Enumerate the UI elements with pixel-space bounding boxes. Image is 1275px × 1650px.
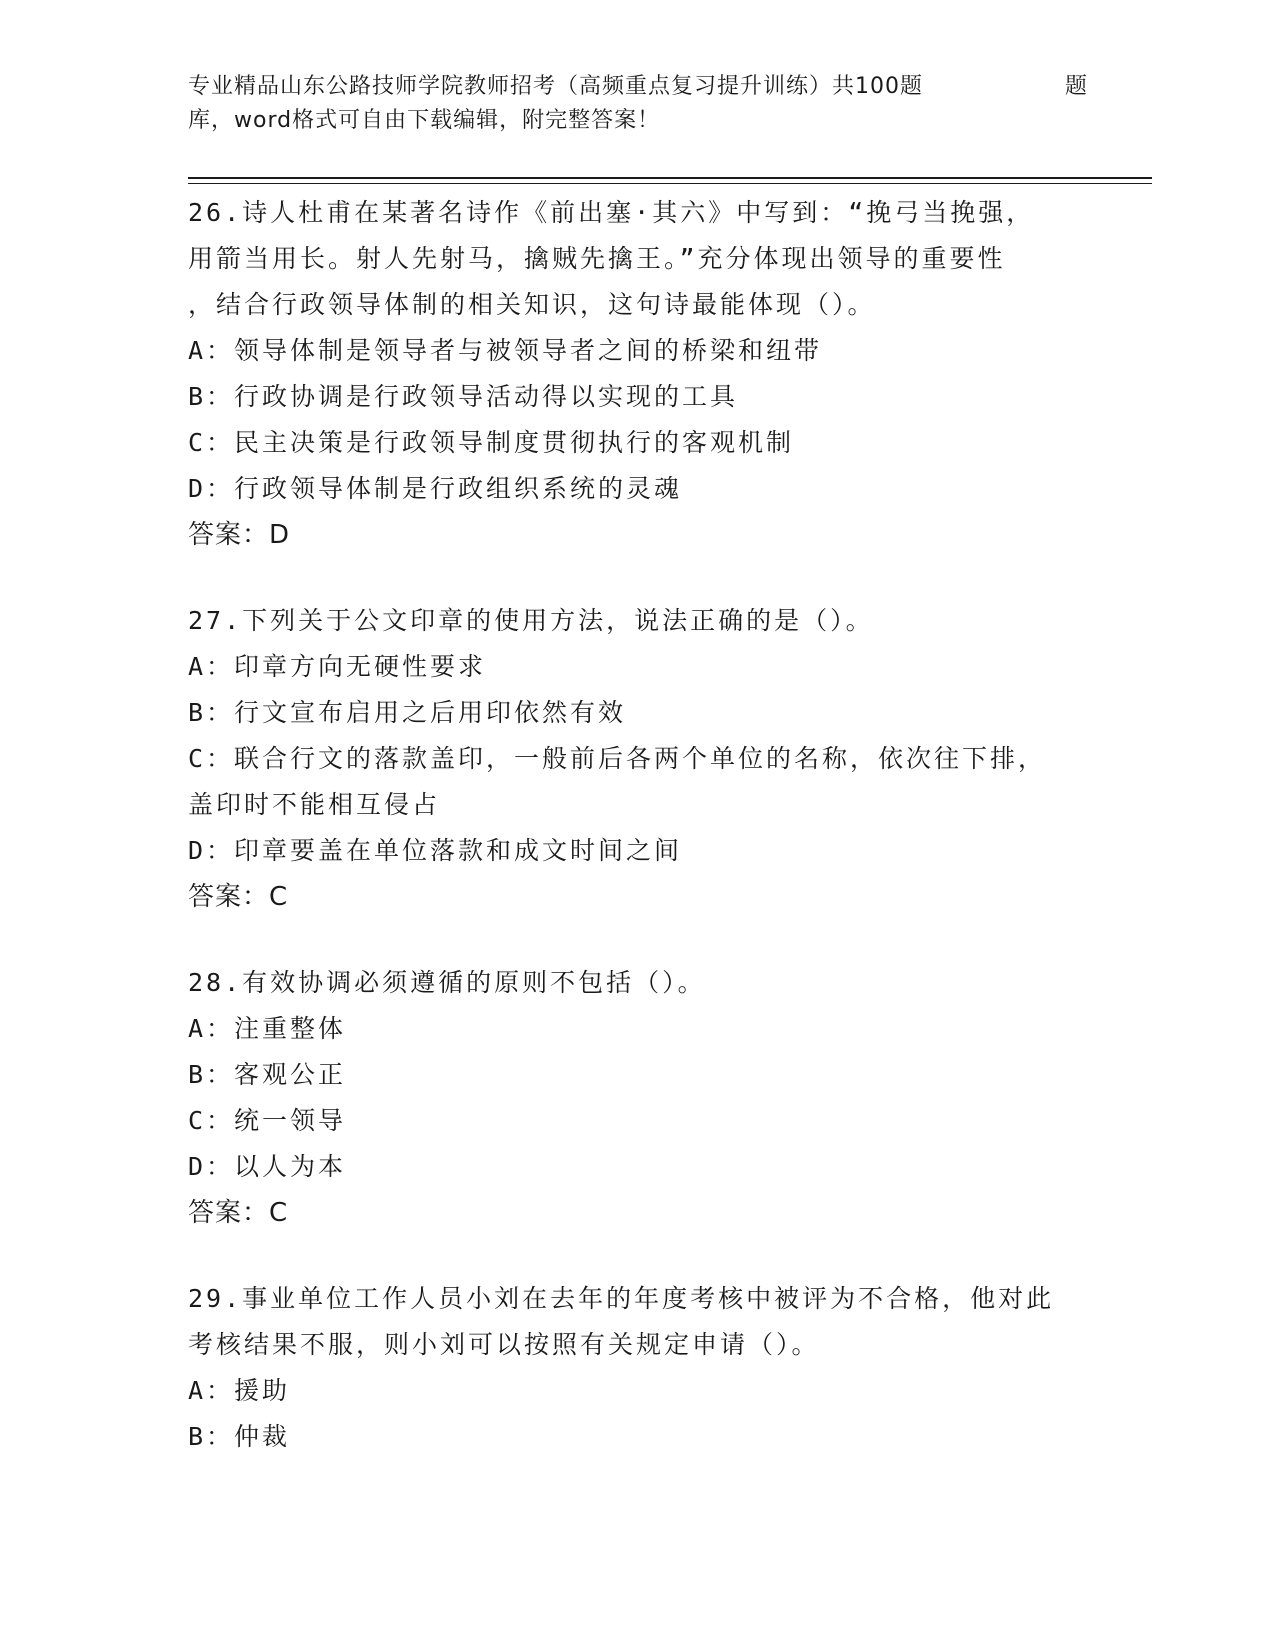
answer-option: D：印章要盖在单位落款和成文时间之间 bbox=[188, 836, 683, 865]
answer-option: B：行政协调是行政领导活动得以实现的工具 bbox=[188, 382, 739, 411]
header-line-1 bbox=[188, 70, 1088, 104]
answer-option: A：注重整体 bbox=[188, 1014, 347, 1043]
answer-option: B：客观公正 bbox=[188, 1060, 347, 1089]
question-text: 26.诗人杜甫在某著名诗作《前出塞·其六》中写到：“挽弓当挽强， bbox=[188, 198, 1035, 227]
question-item bbox=[188, 190, 1128, 558]
question-item bbox=[188, 1276, 1128, 1460]
page-header bbox=[188, 70, 1088, 138]
question-text: 27.下列关于公文印章的使用方法，说法正确的是（）。 bbox=[188, 606, 874, 635]
answer-option: C：民主决策是行政领导制度贯彻执行的客观机制 bbox=[188, 428, 795, 457]
question-item bbox=[188, 960, 1128, 1236]
header-rule-thick bbox=[188, 177, 1152, 179]
answer-key: 答案：C bbox=[188, 882, 289, 912]
question-text: 29.事业单位工作人员小刘在去年的年度考核中被评为不合格，他对此 bbox=[188, 1284, 1055, 1313]
header-rule-thin bbox=[188, 183, 1152, 184]
answer-option: B：仲裁 bbox=[188, 1422, 291, 1451]
answer-key: 答案：D bbox=[188, 520, 291, 550]
answer-key: 答案：C bbox=[188, 1198, 289, 1228]
header-line-2: 库，word格式可自由下载编辑，附完整答案！ bbox=[188, 108, 661, 133]
answer-option: 盖印时不能相互侵占 bbox=[188, 790, 441, 819]
header-title-tail: 题 bbox=[1064, 74, 1088, 99]
answer-option: C：统一领导 bbox=[188, 1106, 347, 1135]
answer-option: A：印章方向无硬性要求 bbox=[188, 652, 487, 681]
answer-option: C：联合行文的落款盖印，一般前后各两个单位的名称，依次往下排， bbox=[188, 744, 1047, 773]
answer-option: D：行政领导体制是行政组织系统的灵魂 bbox=[188, 474, 683, 503]
question-text: 考核结果不服，则小刘可以按照有关规定申请（）。 bbox=[188, 1330, 820, 1359]
question-text: 28.有效协调必须遵循的原则不包括（）。 bbox=[188, 968, 706, 997]
question-text: ，结合行政领导体制的相关知识，这句诗最能体现（）。 bbox=[188, 290, 876, 319]
answer-option: A：领导体制是领导者与被领导者之间的桥梁和纽带 bbox=[188, 336, 823, 365]
answer-option: A：援助 bbox=[188, 1376, 291, 1405]
question-item bbox=[188, 598, 1128, 920]
header-title: 专业精品山东公路技师学院教师招考（高频重点复习提升训练）共100题 bbox=[188, 74, 923, 99]
question-list bbox=[188, 190, 1128, 1500]
answer-option: D：以人为本 bbox=[188, 1152, 347, 1181]
question-text: 用箭当用长。射人先射马，擒贼先擒王。”充分体现出领导的重要性 bbox=[188, 244, 1006, 273]
answer-option: B：行文宣布启用之后用印依然有效 bbox=[188, 698, 627, 727]
